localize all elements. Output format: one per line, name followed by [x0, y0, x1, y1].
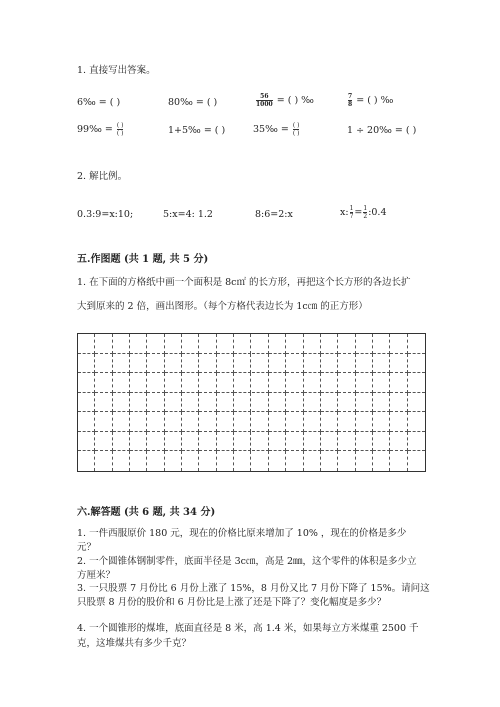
grid-cell	[252, 393, 269, 413]
grid-cell	[390, 334, 407, 354]
grid-cell	[373, 432, 390, 452]
calc-6-permille: 6‰ = ( )	[77, 97, 121, 108]
calc-1-div-20-permille: 1 ÷ 20‰ = ( )	[347, 125, 417, 136]
grid-cell	[234, 412, 251, 432]
grid-cell	[269, 393, 286, 413]
grid-cell	[338, 373, 355, 393]
grid-cell	[217, 334, 234, 354]
grid-cell	[199, 393, 216, 413]
grid-cell	[199, 432, 216, 452]
grid-cell	[373, 334, 390, 354]
grid-cell	[373, 393, 390, 413]
grid-cell	[113, 393, 130, 413]
grid-cell	[286, 393, 303, 413]
problem-3-line-2: 只股票 8 月份的股价和 6 月份比是上涨了还是下降了？变化幅度是多少？	[77, 597, 387, 608]
grid-cell	[408, 412, 425, 432]
grid-cell	[321, 412, 338, 432]
grid-cell	[217, 412, 234, 432]
grid-cell	[356, 412, 373, 432]
grid-cell	[252, 412, 269, 432]
grid-cell	[234, 354, 251, 374]
grid-cell	[217, 432, 234, 452]
grid-cell	[390, 393, 407, 413]
grid-cell	[182, 412, 199, 432]
grid-cell	[147, 373, 164, 393]
proportion-c: 8:6=2:x	[255, 209, 293, 220]
denominator: 2	[363, 213, 368, 220]
grid-cell	[217, 354, 234, 374]
drawing-question-line-2: 大到原来的 2 倍，画出图形。（每个方格代表边长为 1c㎝ 的正方形）	[77, 301, 368, 312]
grid-cell	[390, 354, 407, 374]
grid-cell	[321, 354, 338, 374]
grid-cell	[130, 334, 147, 354]
grid-cell	[252, 354, 269, 374]
problem-4-line-1: 4. 一个圆锥形的煤堆，底面直径是 8 米，高 1.4 米，如果每立方米煤重 2500 千	[77, 623, 419, 634]
grid-cell	[286, 432, 303, 452]
grid-cell	[113, 451, 130, 471]
denominator: ( )	[116, 130, 124, 137]
grid-cell	[78, 373, 95, 393]
grid-cell	[199, 354, 216, 374]
calc-35-permille	[253, 122, 300, 137]
numerator: 1	[363, 205, 368, 212]
grid-cell	[78, 354, 95, 374]
fraction	[363, 205, 367, 220]
square-grid-paper	[77, 333, 426, 472]
grid-cell	[113, 354, 130, 374]
grid-cell	[217, 393, 234, 413]
grid-cell	[390, 373, 407, 393]
denominator: 1000	[256, 101, 273, 108]
grid-cell	[182, 432, 199, 452]
grid-cell	[165, 354, 182, 374]
grid-cell	[304, 432, 321, 452]
grid-cell	[147, 393, 164, 413]
grid-cell	[95, 373, 112, 393]
expression-rest: = ( ) ‰	[356, 95, 394, 106]
grid-cell	[408, 334, 425, 354]
numerator: 56	[260, 93, 269, 100]
problem-2-line-1: 2. 一个圆锥体钢制零件，底面半径是 3c㎝，高是 2㎜，这个零件的体积是多少立	[77, 556, 417, 567]
grid-cell	[147, 451, 164, 471]
problem-3-line-1: 3. 一只股票 7 月份比 6 月份上涨了 15%，8 月份又比 7 月份下降了 15%。请问这	[77, 583, 430, 594]
grid-cell	[95, 393, 112, 413]
grid-cell	[390, 412, 407, 432]
grid-cell	[286, 373, 303, 393]
grid-cell	[199, 412, 216, 432]
grid-cell	[338, 334, 355, 354]
answer-fraction	[117, 122, 124, 137]
denominator: 8	[348, 101, 353, 108]
grid-cell	[130, 354, 147, 374]
proportion-b: 5:x=4: 1.2	[163, 209, 213, 220]
grid-cell	[165, 432, 182, 452]
grid-cell	[78, 412, 95, 432]
denominator: ( )	[292, 130, 300, 137]
fraction	[350, 205, 354, 220]
grid-cell	[147, 432, 164, 452]
grid-cell	[338, 432, 355, 452]
calc-99-permille	[77, 122, 124, 137]
expression-pre: 35‰ =	[253, 124, 289, 135]
grid-cell	[356, 334, 373, 354]
grid-cell	[234, 432, 251, 452]
expression-pre: 99‰ =	[77, 124, 113, 135]
grid-cell	[356, 354, 373, 374]
grid-cell	[408, 393, 425, 413]
grid-cell	[182, 354, 199, 374]
grid-cell	[182, 451, 199, 471]
grid-cell	[269, 432, 286, 452]
grid-cell	[234, 373, 251, 393]
question-1-title: 1. 直接写出答案。	[77, 65, 156, 76]
numerator: ( )	[292, 122, 300, 129]
grid-cell	[304, 373, 321, 393]
grid-cell	[356, 373, 373, 393]
grid-cell	[286, 451, 303, 471]
grid-cell	[165, 451, 182, 471]
grid-cell	[252, 334, 269, 354]
grid-cell	[165, 373, 182, 393]
expression-post: :0.4	[368, 207, 387, 218]
grid-cell	[408, 354, 425, 374]
calc-fraction-56-1000	[255, 93, 314, 108]
grid-cell	[390, 451, 407, 471]
grid-cell	[234, 334, 251, 354]
problem-4-line-2: 克，这堆煤共有多少千克？	[77, 638, 192, 649]
grid-cell	[113, 432, 130, 452]
grid-cell	[304, 334, 321, 354]
grid-cell	[95, 432, 112, 452]
proportion-d	[340, 205, 387, 220]
grid-cell	[95, 334, 112, 354]
problem-1-line-2: 元？	[77, 542, 97, 553]
grid-cell	[130, 373, 147, 393]
section-5-heading: 五.作图题 (共 1 题, 共 5 分)	[77, 254, 209, 265]
grid-cell	[373, 373, 390, 393]
expression-rest: = ( ) ‰	[276, 95, 314, 106]
grid-cell	[269, 354, 286, 374]
grid-cell	[321, 432, 338, 452]
grid-cell	[304, 412, 321, 432]
grid-cell	[165, 393, 182, 413]
numerator: 7	[348, 93, 353, 100]
grid-cell	[130, 412, 147, 432]
grid-cell	[95, 451, 112, 471]
grid-cell	[338, 354, 355, 374]
grid-cell	[390, 432, 407, 452]
grid-cell	[165, 334, 182, 354]
grid-cell	[252, 432, 269, 452]
equals: =	[354, 207, 363, 218]
section-6-heading: 六.解答题 (共 6 题, 共 34 分)	[77, 507, 216, 518]
grid-cell	[408, 432, 425, 452]
grid-cell	[78, 334, 95, 354]
grid-cell	[182, 334, 199, 354]
grid-cell	[338, 451, 355, 471]
grid-cell	[113, 334, 130, 354]
answer-fraction	[293, 122, 300, 137]
grid-cell	[234, 393, 251, 413]
grid-cell	[269, 451, 286, 471]
grid-cell	[286, 334, 303, 354]
grid-cell	[373, 412, 390, 432]
grid-cell	[217, 451, 234, 471]
grid-cell	[78, 393, 95, 413]
proportion-a: 0.3:9=x:10;	[77, 209, 134, 220]
grid-cell	[130, 393, 147, 413]
grid-cell	[356, 432, 373, 452]
grid-cell	[113, 373, 130, 393]
grid-cell	[321, 373, 338, 393]
grid-cell	[269, 334, 286, 354]
grid-cell	[338, 412, 355, 432]
grid-cell	[356, 393, 373, 413]
grid-cell	[321, 334, 338, 354]
problem-1-line-1: 1. 一件西服原价 180 元，现在的价格比原来增加了 10% ，现在的价格是多少	[77, 528, 407, 539]
grid-cell	[269, 412, 286, 432]
grid-cell	[217, 373, 234, 393]
question-2-title: 2. 解比例。	[77, 171, 128, 182]
calc-fraction-7-8	[347, 93, 393, 108]
grid-cell	[130, 432, 147, 452]
fraction	[348, 93, 352, 108]
grid-cell	[304, 393, 321, 413]
grid-cell	[182, 393, 199, 413]
grid-cell	[147, 412, 164, 432]
grid-cell	[78, 432, 95, 452]
grid-cell	[321, 393, 338, 413]
numerator: ( )	[116, 122, 124, 129]
grid-cell	[408, 373, 425, 393]
grid-cell	[304, 451, 321, 471]
grid-cell	[252, 373, 269, 393]
grid-cell	[252, 451, 269, 471]
grid-cell	[286, 354, 303, 374]
expression-pre: x:	[340, 207, 349, 218]
grid-cell	[95, 412, 112, 432]
grid-cell	[304, 354, 321, 374]
grid-cell	[78, 451, 95, 471]
calc-80-permille: 80‰ = ( )	[168, 97, 218, 108]
grid-cell	[199, 373, 216, 393]
grid-cell	[234, 451, 251, 471]
grid-cell	[373, 451, 390, 471]
grid-cell	[338, 393, 355, 413]
grid-cell	[147, 354, 164, 374]
fraction	[256, 93, 273, 108]
grid-cell	[356, 451, 373, 471]
grid-cell	[199, 451, 216, 471]
calc-1-plus-5-permille: 1+5‰ = ( )	[168, 125, 226, 136]
drawing-question-line-1: 1. 在下面的方格纸中画一个面积是 8c㎡ 的长方形，再把这个长方形的各边长扩	[77, 277, 411, 288]
problem-2-line-2: 方厘米？	[77, 570, 116, 581]
grid-cell	[130, 451, 147, 471]
denominator: 7	[349, 213, 354, 220]
grid-cell	[408, 451, 425, 471]
grid-cell	[113, 412, 130, 432]
grid-cell	[147, 334, 164, 354]
grid-cell	[373, 354, 390, 374]
grid-cell	[269, 373, 286, 393]
grid-cell	[286, 412, 303, 432]
grid-cell	[95, 354, 112, 374]
grid-cell	[182, 373, 199, 393]
grid-cell	[199, 334, 216, 354]
grid-cell	[321, 451, 338, 471]
numerator: 1	[349, 205, 354, 212]
grid-cell	[165, 412, 182, 432]
